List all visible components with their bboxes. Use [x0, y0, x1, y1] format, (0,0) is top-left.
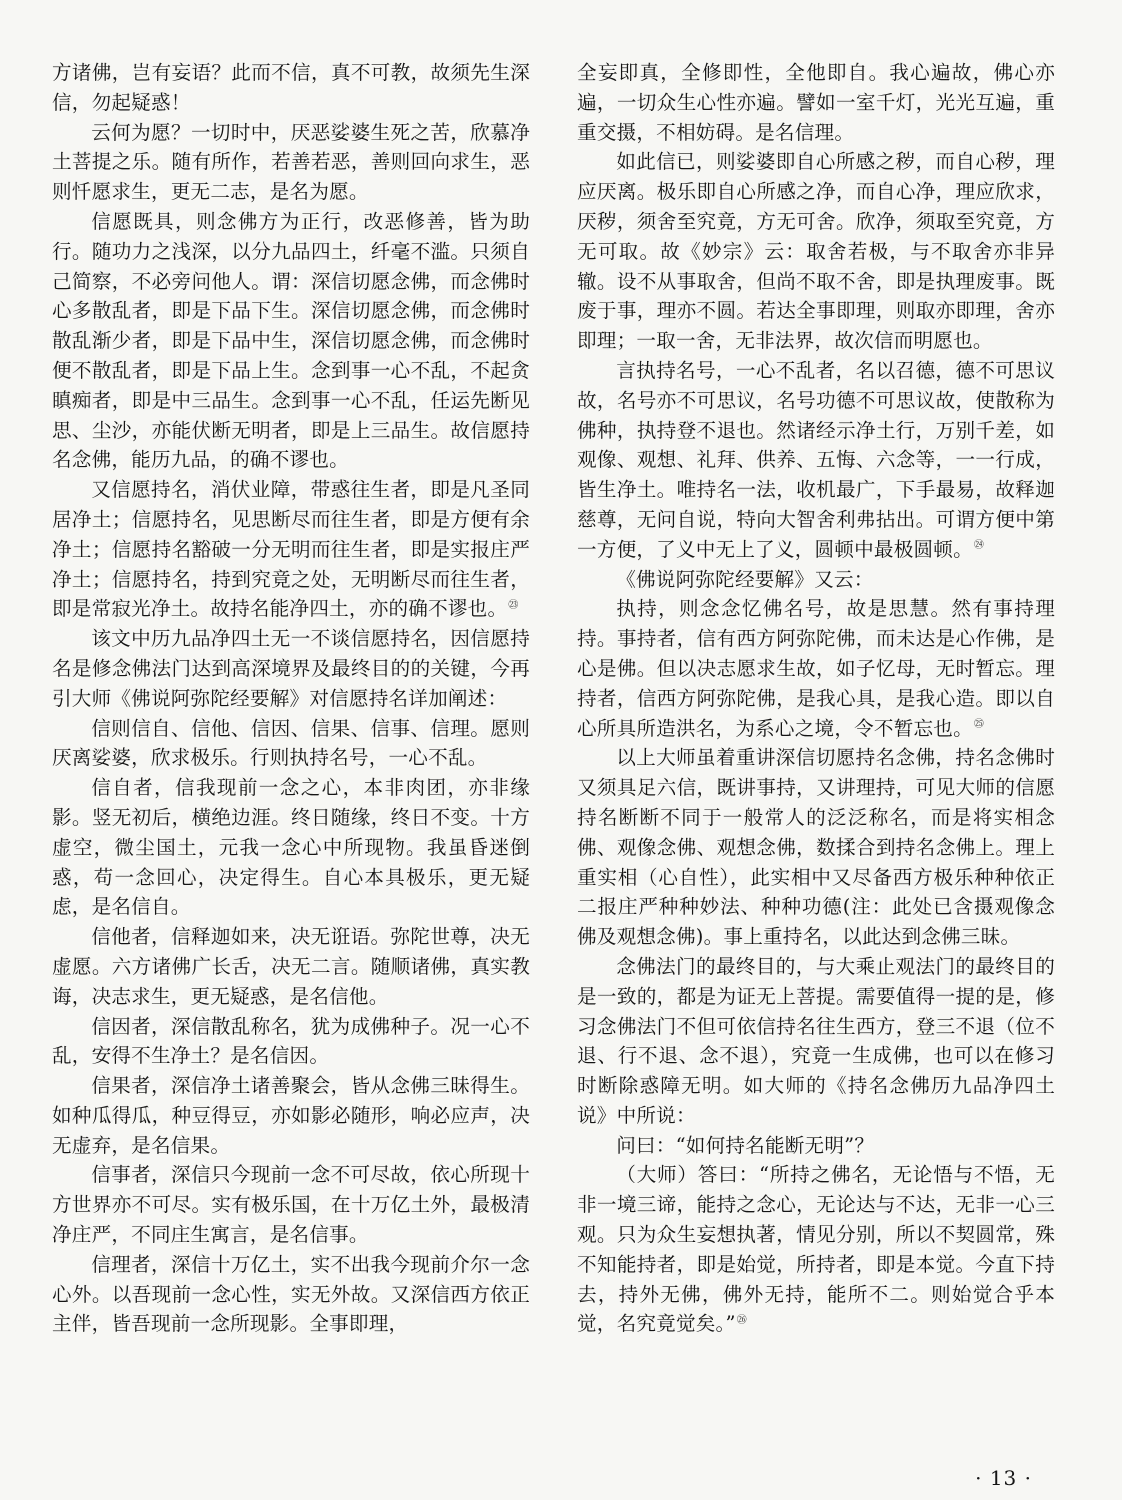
paragraph: 执持，则念念忆佛名号，故是思慧。然有事持理持。事持者，信有西方阿弥陀佛，而未达是心作佛，是心是佛。但以决志愿求生故，如子忆母，无时暂忘。理持者，信西方阿弥陀佛，是我心具，是我心造。即以自心所具所造洪名，为系心之境，令不暂忘也。$^㉕$ — [577, 597, 1055, 740]
paragraph: 云何为愿？一切时中，厌恶娑婆生死之苦，欣慕净土菩提之乐。随有所作，若善若恶，善则回向求生，恶则忏愿求生，更无二志，是名为愿。 — [52, 120, 530, 204]
paragraph: 又信愿持名，消伏业障，带惑往生者，即是凡圣同居净土；信愿持名，见思断尽而往生者，即是方便有余净土；信愿持名豁破一分无明而往生者，即是实报庄严净土；信愿持名，持到究竟之处，无明断尽而往生者，即是常寂光净土。故持名能净四土，亦的确不谬也。$^㉓$ — [52, 478, 530, 621]
paragraph: 方诸佛，岂有妄语？此而不信，真不可教，故须先生深信，勿起疑惑！ — [52, 61, 530, 114]
paragraph: 如此信已，则娑婆即自心所感之秽，而自心秽，理应厌离。极乐即自心所感之净，而自心净，理应欣求，厌秽，须舍至究竟，方无可舍。欣净，须取至究竟，方无可取。故《妙宗》云：取舍若极，与不取舍亦非异辙。设不从事取舍，但尚不取不舍，即是执理废事。既废于事，理亦不圆。若达全事即理，则取亦即理，舍亦即理；一取一舍，无非法界，故次信而明愿也。 — [577, 150, 1055, 353]
scan-mark — [8, 6, 30, 22]
footnote-marker: ㉕ — [973, 719, 985, 730]
paragraph: 信自者，信我现前一念之心，本非肉团，亦非缘影。竖无初后，横绝边涯。终日随缘，终日不变。十方虚空，微尘国土，元我一念心中所现物。我虽昏迷倒惑，苟一念回心，决定得生。自心本具极乐，更无疑虑，是名信自。 — [52, 776, 530, 919]
paragraph: 以上大师虽着重讲深信切愿持名念佛，持名念佛时又须具足六信，既讲事持，又讲理持，可见大师的信愿持名断断不同于一般常人的泛泛称名，而是将实相念佛、观像念佛、观想念佛，数揉合到持名念佛上。理上重实相（心自性），此实相中又尽备西方极乐种种依正二报庄严种种妙法、种种功德(注：此处已含摄观像念佛及观想念佛)。事上重持名，以此达到念佛三昧。 — [577, 746, 1055, 949]
footnote-marker: ㉓ — [508, 599, 519, 611]
paragraph: 信因者，深信散乱称名，犹为成佛种子。况一心不乱，安得不生净土？是名信因。 — [52, 1014, 530, 1068]
footnote-marker: ㉖ — [736, 1314, 747, 1326]
paragraph: 念佛法门的最终目的，与大乘止观法门的最终目的是一致的，都是为证无上菩提。需要值得一提的是，修习念佛法门不但可依信持名往生西方，登三不退（位不退、行不退、念不退），究竟一生成佛，也可以在修习时断除惑障无明。如大师的《持名念佛历九品净四土说》中所说： — [577, 954, 1055, 1127]
paragraph: 信理者，深信十万亿土，实不出我今现前介尔一念心外。以吾现前一念心性，实无外故。又深信西方依正主伴，皆吾现前一念所现影。全事即理， — [52, 1252, 530, 1336]
paragraph: 信事者，深信只今现前一念不可尽故，依心所现十方世界亦不可尽。实有极乐国，在十万亿土外，最极清净庄严，不同庄生寓言，是名信事。 — [52, 1163, 530, 1247]
paragraph: 信他者，信释迦如来，决无诳语。弥陀世尊，决无虚愿。六方诸佛广长舌，决无二言。随顺诸佛，真实教诲，决志求生，更无疑惑，是名信他。 — [52, 925, 530, 1008]
paragraph: 言执持名号，一心不乱者，名以召德，德不可思议故，名号亦不可思议，名号功德不可思议故，使散称为佛种，执持登不退也。然诸经示净土行，万别千差，如观像、观想、礼拜、供养、五悔、六念等，一一行成，皆生净土。唯持名一法，收机最广，下手最易，故释迦慈尊，无问自说，特向大智舍利弗拈出。可谓方便中第一方便，了义中无上了义，圆顿中最极圆顿。$^㉔$ — [577, 358, 1055, 561]
footnote-marker: ㉔ — [973, 540, 985, 552]
paragraph: 该文中历九品净四土无一不谈信愿持名，因信愿持名是修念佛法门达到高深境界及最终目的的关键，今再引大师《佛说阿弥陀经要解》对信愿持名详加阐述： — [52, 627, 530, 710]
paragraph: 问曰：“如何持名能断无明”？ — [616, 1133, 875, 1157]
paragraph: （大师）答曰：“所持之佛名，无论悟与不悟，无非一境三谛，能持之念心，无论达与不达，无非一心三观。只为众生妄想执著，情见分别，所以不契圆常，殊不知能持者，即是始觉，所持者，即是本觉。今直下持去，持外无佛，佛外无持，能所不二。则始觉合乎本觉，名究竟觉矣。”$^㉖$ — [577, 1163, 1055, 1336]
paragraph: 信果者，深信净土诸善聚会，皆从念佛三昧得生。如种瓜得瓜，种豆得豆，亦如影必随形，响必应声，决无虚弃，是名信果。 — [52, 1074, 530, 1157]
paragraph: 全妄即真，全修即性，全他即自。我心遍故，佛心亦遍，一切众生心性亦遍。譬如一室千灯，光光互遍，重重交摄，不相妨碍。是名信理。 — [577, 61, 1055, 144]
paragraph: 《佛说阿弥陀经要解》又云： — [616, 567, 874, 591]
page-number: · 13 · — [975, 1466, 1032, 1490]
paragraph: 信则信自、信他、信因、信果、信事、信理。愿则厌离娑婆，欣求极乐。行则执持名号，一心不乱。 — [52, 716, 530, 770]
left-column — [52, 58, 530, 1339]
right-column — [577, 58, 1055, 1339]
paragraph: 信愿既具，则念佛方为正行，改恶修善，皆为助行。随功力之浅深，以分九品四土，纤毫不滥。只须自己简察，不必旁问他人。谓：深信切愿念佛，而念佛时心多散乱者，即是下品下生。深信切愿念佛，而念佛时散乱渐少者，即是下品中生，深信切愿念佛，而念佛时便不散乱者，即是下品上生。念到事一心不乱，不起贪瞋痴者，即是中三品生。念到事一心不乱，任运先断见思、尘沙，亦能伏断无明者，即是上三品生。故信愿持名念佛，能历九品，的确不谬也。 — [52, 209, 530, 472]
